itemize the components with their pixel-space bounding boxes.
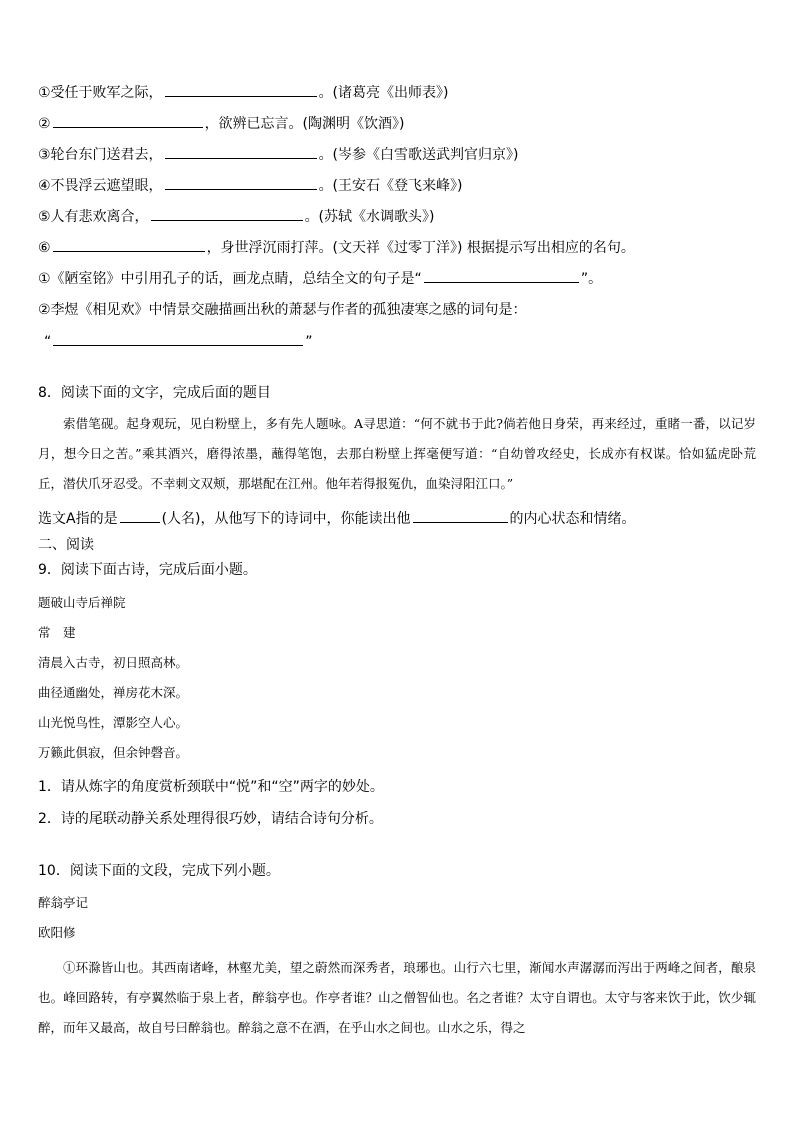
quote-close: ” bbox=[305, 334, 313, 350]
hint-item-text: ②李煜《相见欢》中情景交融描画出秋的萧瑟与作者的孤独凄寒之感的词句是： bbox=[38, 302, 527, 318]
answer-blank[interactable] bbox=[53, 331, 303, 346]
q8-question bbox=[38, 508, 636, 529]
hint-item-1 bbox=[38, 268, 602, 289]
fill-item-text: ② bbox=[38, 116, 51, 132]
poem-title: 题破山寺后禅院 bbox=[38, 595, 126, 610]
fill-item-source: 。(苏轼《水调歌头》) bbox=[304, 209, 435, 225]
poem-line: 清晨入古寺，初日照高林。 bbox=[38, 655, 189, 670]
hint-item-close: ”。 bbox=[580, 271, 603, 287]
fill-item-text: ③轮台东门送君去， bbox=[38, 147, 163, 163]
hint-item-2-answer bbox=[44, 331, 313, 352]
fill-item-source: 。(诸葛亮《出师表》) bbox=[318, 85, 449, 101]
poem-author: 常 建 bbox=[38, 625, 76, 640]
q8-question-part-b: (人名)，从他写下的诗词中，你能读出他 bbox=[161, 511, 411, 527]
fill-item-source: ，欲辨已忘言。(陶渊明《饮酒》) bbox=[204, 116, 405, 132]
fill-item-text: ①受任于败军之际， bbox=[38, 85, 163, 101]
fill-item-1 bbox=[38, 82, 449, 103]
poem-line: 万籁此俱寂，但余钟磬音。 bbox=[38, 745, 189, 760]
q8-question-part-a: 选文A指的是 bbox=[38, 511, 118, 527]
fill-item-source: 。(岑参《白雪歌送武判官归京》) bbox=[318, 147, 519, 163]
q8-passage: 索借笔砚。起身观玩，见白粉壁上，多有先人题咏。A寻思道：“何不就书于此?倘若他日身荣，再来经过，重睹一番，以记岁月，想今日之苦。”乘其酒兴，磨得浓墨，蘸得笔饱，去那白粉壁上挥毫便写道：“自幼曾攻经史，长成亦有权谋。恰如猛虎卧荒丘，潜伏爪牙忍受。不幸刺文双颊，那堪配在江州。他年若得报冤仇，血染浔阳江口。” bbox=[38, 416, 756, 491]
fill-item-6 bbox=[38, 237, 635, 258]
fill-item-text: ⑥ bbox=[38, 240, 51, 256]
essay-title: 醉翁亭记 bbox=[38, 895, 89, 910]
q9-sub-question-2: 2．诗的尾联动静关系处理得很巧妙，请结合诗句分析。 bbox=[38, 811, 383, 827]
fill-item-text: ⑤人有悲欢离合， bbox=[38, 209, 149, 225]
q9-sub-question-1: 1．请从炼字的角度赏析颈联中“悦”和“空”两字的妙处。 bbox=[38, 779, 384, 795]
q10-passage: ①环滁皆山也。其西南诸峰，林壑尤美，望之蔚然而深秀者，琅琊也。山行六七里，渐闻水声潺潺而泻出于两峰之间者，酿泉也。峰回路转，有亭翼然临于泉上者，醉翁亭也。作亭者谁？山之僧智仙也。名之者谁？太守自谓也。太守与客来饮于此，饮少辄醉，而年又最高，故自号曰醉翁也。醉翁之意不在酒，在乎山水之间也。山水之乐，得之 bbox=[38, 960, 756, 1035]
quote-open: “ bbox=[44, 334, 52, 350]
answer-blank[interactable] bbox=[120, 508, 160, 523]
hint-item-2 bbox=[38, 300, 527, 320]
answer-blank[interactable] bbox=[165, 144, 317, 159]
q10-title: 10．阅读下面的文段，完成下列小题。 bbox=[38, 863, 280, 879]
hint-item-text: ①《陋室铭》中引用孔子的话，画龙点睛，总结全文的句子是“ bbox=[38, 271, 422, 287]
answer-blank[interactable] bbox=[413, 508, 508, 523]
q8-question-part-c: 的内心状态和情绪。 bbox=[509, 511, 636, 527]
fill-item-source: 。(王安石《登飞来峰》) bbox=[318, 178, 463, 194]
poem-line: 山光悦鸟性，潭影空人心。 bbox=[38, 715, 189, 730]
fill-item-4 bbox=[38, 175, 463, 196]
fill-item-3 bbox=[38, 144, 519, 165]
q9-title: 9．阅读下面古诗，完成后面小题。 bbox=[38, 562, 257, 578]
poem-line: 曲径通幽处，禅房花木深。 bbox=[38, 685, 189, 700]
fill-item-5 bbox=[38, 206, 435, 227]
answer-blank[interactable] bbox=[151, 206, 303, 221]
section-heading: 二、阅读 bbox=[38, 537, 94, 553]
answer-blank[interactable] bbox=[424, 268, 579, 283]
answer-blank[interactable] bbox=[53, 237, 205, 252]
fill-item-text: ④不畏浮云遮望眼， bbox=[38, 178, 163, 194]
fill-item-source: ，身世浮沉雨打萍。(文天祥《过零丁洋》) 根据提示写出相应的名句。 bbox=[206, 240, 635, 256]
answer-blank[interactable] bbox=[53, 113, 203, 128]
fill-item-2 bbox=[38, 113, 405, 134]
essay-author: 欧阳修 bbox=[38, 925, 76, 940]
answer-blank[interactable] bbox=[165, 82, 317, 97]
answer-blank[interactable] bbox=[165, 175, 317, 190]
q8-title: 8．阅读下面的文字，完成后面的题目 bbox=[38, 385, 271, 401]
